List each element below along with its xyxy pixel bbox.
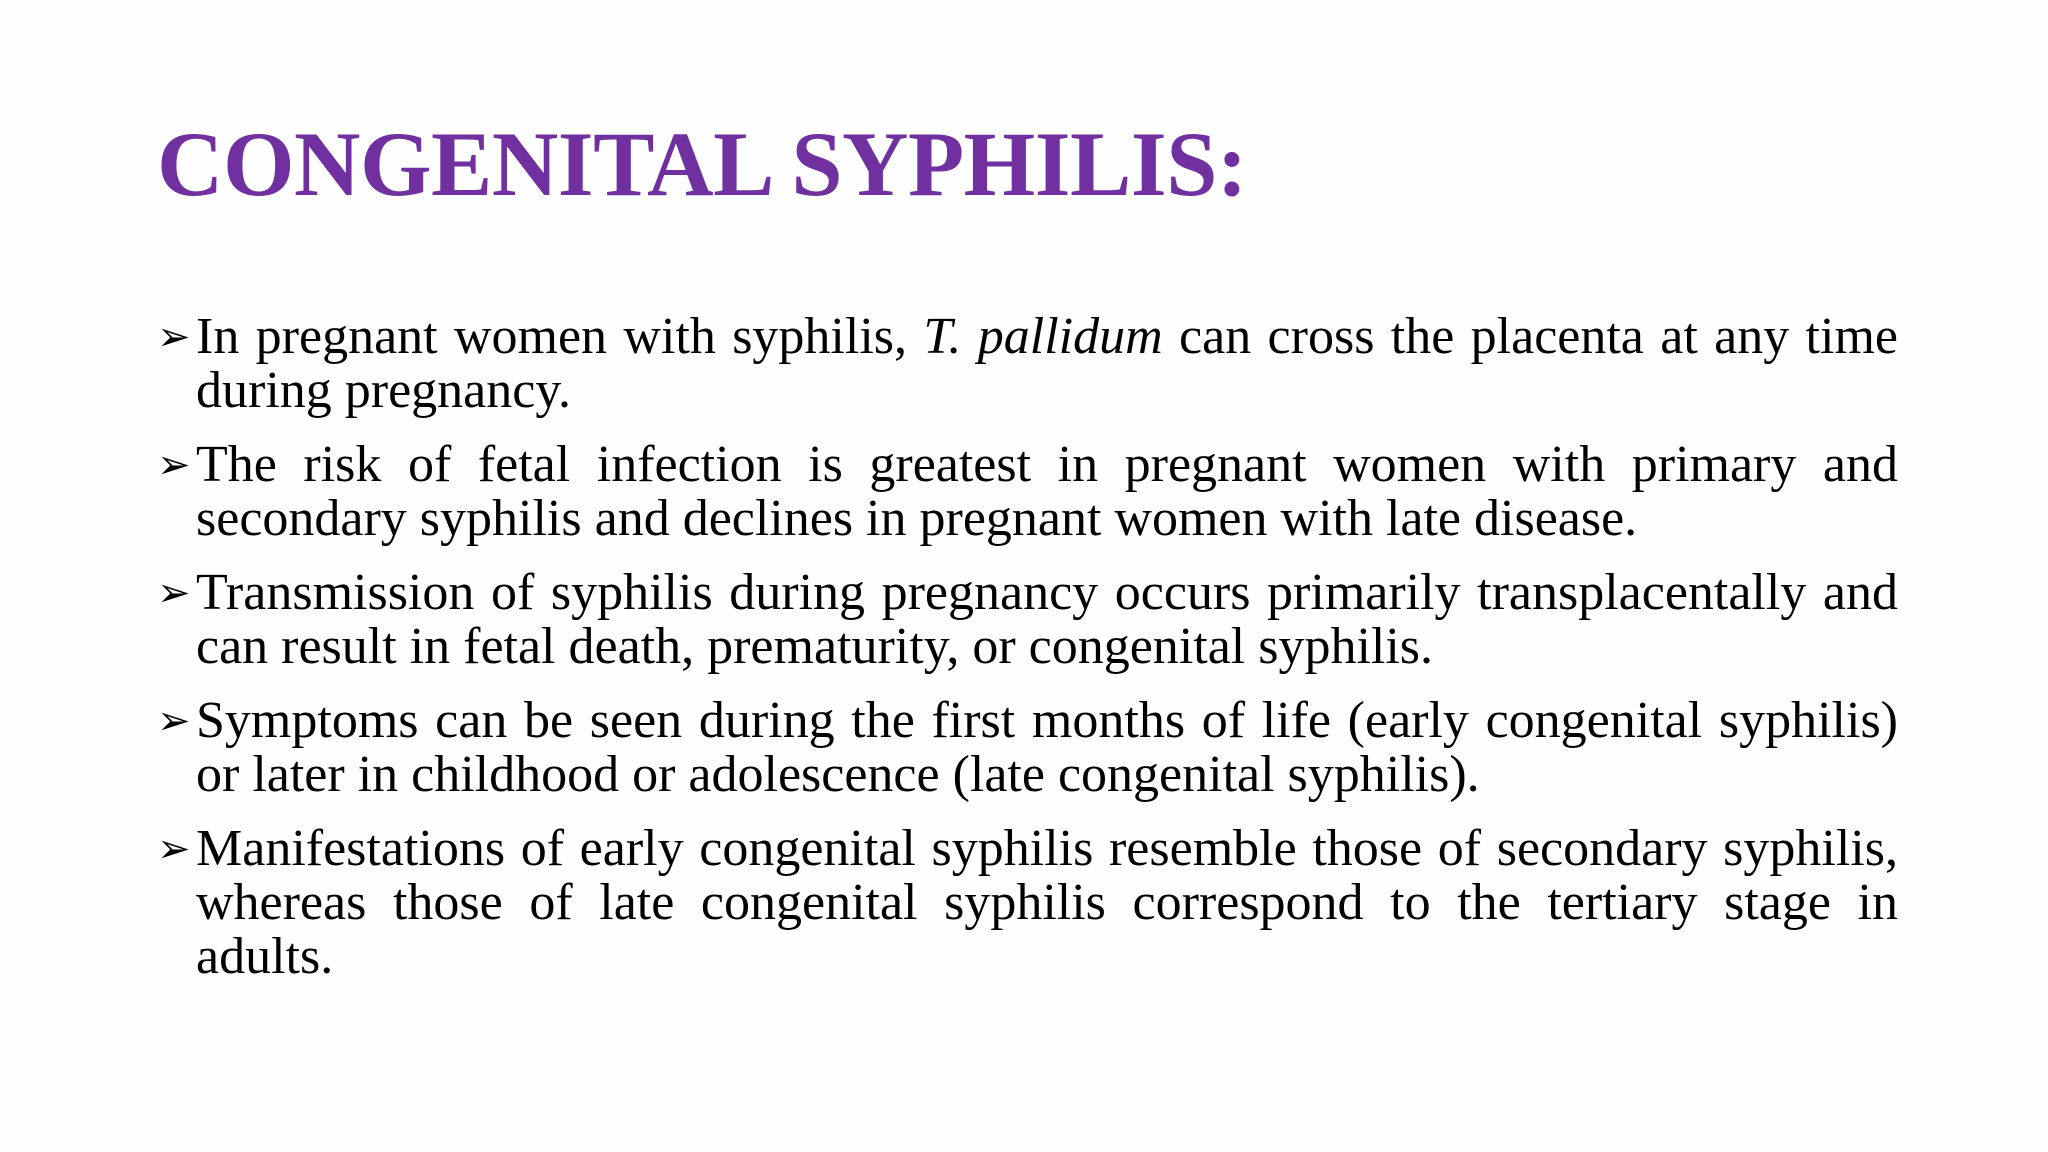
slide-title: CONGENITAL SYPHILIS: <box>157 113 1248 215</box>
bullet-item-manifestations <box>157 822 1898 984</box>
bullet-item-symptoms <box>157 694 1898 802</box>
bullet-item-risk <box>157 438 1898 546</box>
bullet-text: Symptoms can be seen during the first months of life (early congenital syphilis) or later in childhood or adolescence (late congenital syphilis). <box>196 692 1898 803</box>
bullet-text-before: In pregnant women with syphilis, <box>196 308 924 365</box>
arrow-bullet-icon: ➢ <box>157 570 191 616</box>
arrow-bullet-icon: ➢ <box>157 442 191 488</box>
arrow-bullet-icon: ➢ <box>157 826 191 872</box>
bullet-item-transmission <box>157 566 1898 674</box>
bullet-text: The risk of fetal infection is greatest in pregnant women with primary and secondary syphilis and declines in pregnant women with late disease. <box>196 436 1898 547</box>
bullet-list <box>157 310 1898 1004</box>
bullet-item-placenta <box>157 310 1898 418</box>
arrow-bullet-icon: ➢ <box>157 314 191 360</box>
bullet-text-after: can cross the placenta at any time during pregnancy. <box>196 308 1898 419</box>
arrow-bullet-icon: ➢ <box>157 698 191 744</box>
bullet-text: Transmission of syphilis during pregnancy occurs primarily transplacentally and can result in fetal death, prematurity, or congenital syphilis. <box>196 564 1898 675</box>
bullet-text-italic-organism: T. pallidum <box>923 308 1163 365</box>
bullet-text: Manifestations of early congenital syphilis resemble those of secondary syphilis, whereas those of late congenital syphilis correspond to the tertiary stage in adults. <box>196 820 1898 985</box>
